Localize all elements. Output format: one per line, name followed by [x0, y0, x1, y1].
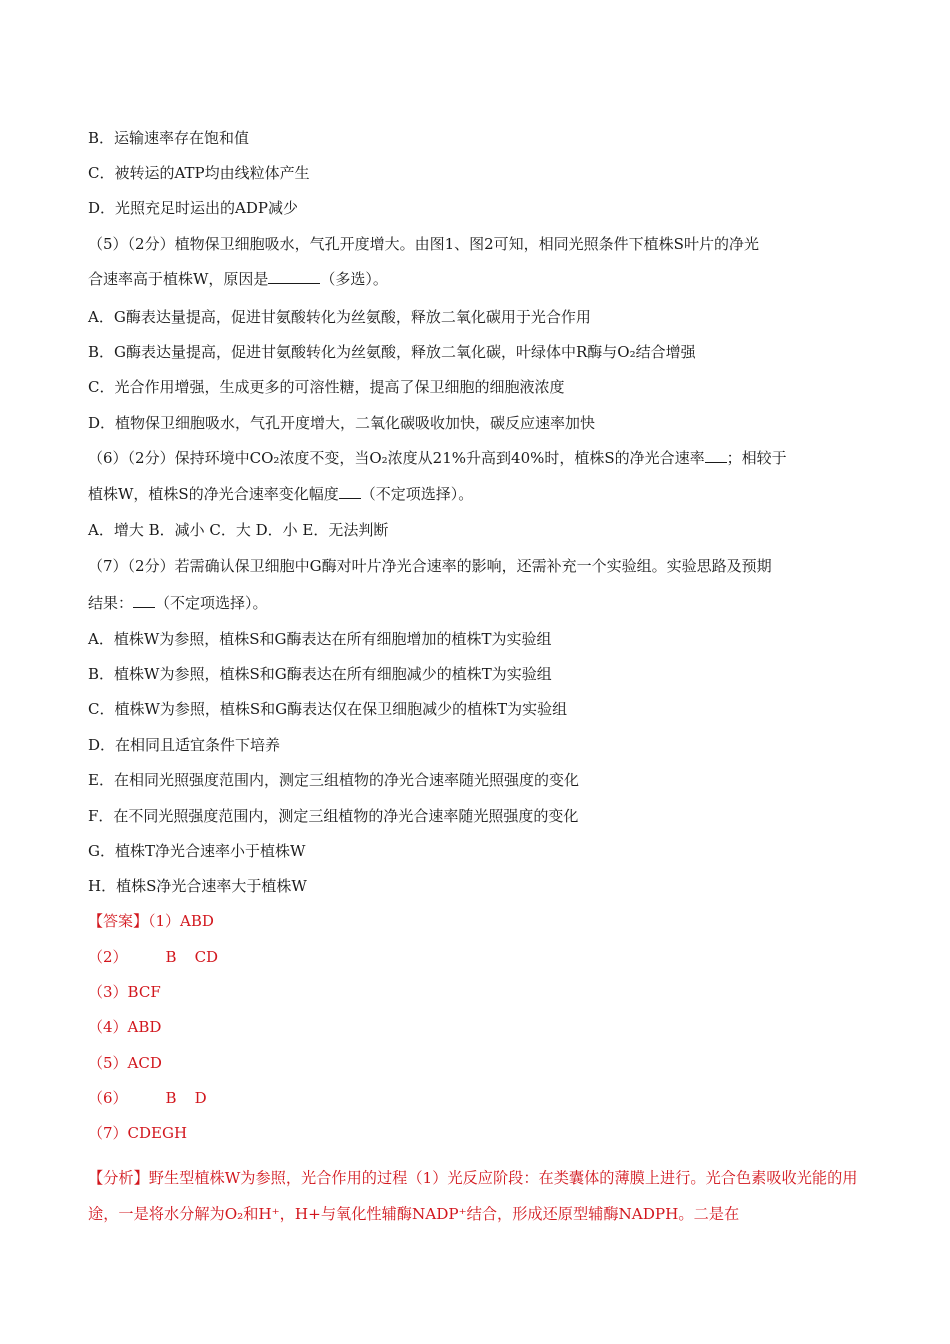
options-q6: A．增大 B．减小 C．大 D．小 E．无法判断: [88, 521, 389, 539]
option-b-q5: B．G酶表达量提高，促进甘氨酸转化为丝氨酸，释放二氧化碳，叶绿体中R酶与O₂结合增强: [88, 343, 696, 361]
question-6-line-1: （6）（2分）保持环境中CO₂浓度不变，当O₂浓度从21%升高到40%时，植株S的净光合速率 ；相较于: [88, 449, 787, 467]
answer-line-3: （3）BCF: [88, 983, 161, 1001]
answer-line-1: 【答案】（1）ABD: [88, 912, 214, 930]
option-h-q7: H．植株S净光合速率大于植株W: [88, 877, 307, 895]
answer-line-6: （6） B D: [88, 1089, 207, 1107]
question-6-line-2: 植株W，植株S的净光合速率变化幅度 （不定项选择）。: [88, 485, 474, 503]
answer-line-7: （7）CDEGH: [88, 1124, 188, 1142]
answer-line-2: （2） B CD: [88, 948, 219, 966]
answer-line-5: （5）ACD: [88, 1054, 162, 1072]
option-f-q7: F．在不同光照强度范围内，测定三组植物的净光合速率随光照强度的变化: [88, 807, 579, 825]
answer-blank: [339, 484, 361, 499]
option-d-q7: D．在相同且适宜条件下培养: [88, 736, 281, 754]
option-d-q4: D．光照充足时运出的ADP减少: [88, 199, 298, 217]
option-b-q7: B．植株W为参照，植株S和G酶表达在所有细胞减少的植株T为实验组: [88, 665, 552, 683]
answer-blank: [268, 269, 320, 284]
option-a-q7: A．植株W为参照，植株S和G酶表达在所有细胞增加的植株T为实验组: [88, 630, 552, 648]
option-c-q5: C．光合作用增强，生成更多的可溶性糖，提高了保卫细胞的细胞液浓度: [88, 378, 565, 396]
question-7-line-2: 结果： （不定项选择）。: [88, 594, 268, 612]
option-c-q4: C．被转运的ATP均由线粒体产生: [88, 164, 310, 182]
answer-blank: [705, 448, 727, 463]
answer-label: 【答案】: [88, 912, 149, 930]
option-c-q7: C．植株W为参照，植株S和G酶表达仅在保卫细胞减少的植株T为实验组: [88, 700, 568, 718]
question-7-line-1: （7）（2分）若需确认保卫细胞中G酶对叶片净光合速率的影响，还需补充一个实验组。实验思路及预期: [88, 557, 772, 575]
option-a-q5: A．G酶表达量提高，促进甘氨酸转化为丝氨酸，释放二氧化碳用于光合作用: [88, 308, 591, 326]
answer-line-4: （4）ABD: [88, 1018, 162, 1036]
option-g-q7: G．植株T净光合速率小于植株W: [88, 842, 306, 860]
answer-blank: [133, 593, 155, 608]
analysis-paragraph: 【分析】野生型植株W为参照，光合作用的过程（1）光反应阶段：在类囊体的薄膜上进行。光合色素吸收光能的用途，一是将水分解为O₂和H⁺，H+与氧化性辅酶NADP⁺结合，形成还原型辅酶NADPH。二是在: [88, 1169, 858, 1223]
question-5-line-2: 合速率高于植株W，原因是 （多选）。: [88, 270, 388, 288]
option-e-q7: E．在相同光照强度范围内，测定三组植物的净光合速率随光照强度的变化: [88, 771, 579, 789]
question-5-line-1: （5）（2分）植物保卫细胞吸水，气孔开度增大。由图1、图2可知，相同光照条件下植株S叶片的净光: [88, 235, 759, 253]
option-b-q4: B．运输速率存在饱和值: [88, 129, 250, 147]
analysis-label: 【分析】: [88, 1169, 149, 1187]
option-d-q5: D．植物保卫细胞吸水，气孔开度增大，二氧化碳吸收加快，碳反应速率加快: [88, 414, 596, 432]
